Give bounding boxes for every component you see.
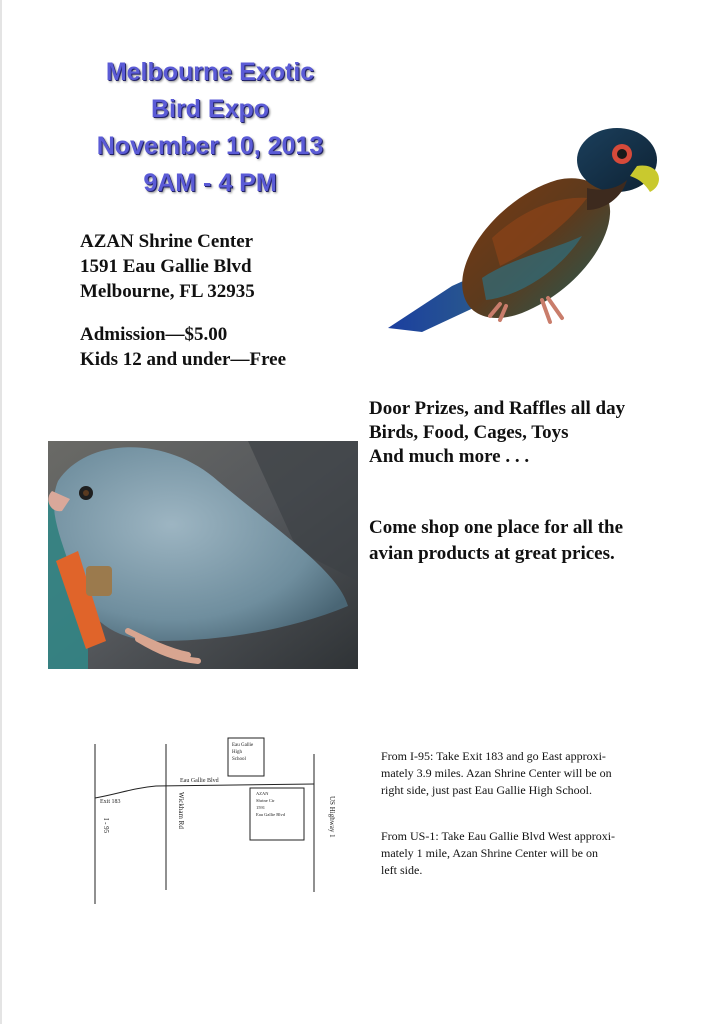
admission-info (80, 322, 286, 372)
page-left-edge (0, 0, 2, 1024)
eau-gallie-label: Eau Gallie Blvd (180, 778, 219, 784)
admission-price: Admission—$5.00 (80, 324, 228, 345)
dir-i95-line-2: mately 3.9 miles. Azan Shrine Center will be on (381, 766, 612, 780)
dir-us1-line-1: From US-1: Take Eau Gallie Blvd West approxi- (381, 829, 616, 843)
location-map (88, 732, 348, 910)
eau-gallie-road (95, 784, 314, 798)
school-label-2: High (232, 750, 242, 755)
title-line-2: Bird Expo (150, 95, 270, 123)
admission-kids: Kids 12 and under—Free (80, 349, 287, 370)
parrotlet-photo (48, 441, 358, 669)
features-line-1: Door Prizes, and Raffles all day (369, 398, 626, 419)
dir-i95-line-1: From I-95: Take Exit 183 and go East approxi- (381, 749, 606, 763)
wickham-label: Wickham Rd (177, 792, 185, 829)
school-label-1: Eau Gallie (232, 743, 254, 748)
venue-name: AZAN Shrine Center (80, 231, 254, 252)
shrine-label-4: Eau Gallie Blvd (256, 812, 285, 817)
title-line-4: 9AM - 4 PM (143, 169, 277, 197)
exit-label: Exit 183 (100, 799, 121, 805)
venue-street: 1591 Eau Gallie Blvd (80, 256, 252, 277)
shop-line-2: avian products at great prices. (369, 543, 615, 564)
event-features (369, 397, 625, 469)
directions-from-us1 (381, 828, 661, 879)
venue-address (80, 229, 255, 304)
shop-message (369, 515, 623, 567)
i95-label: I - 95 (102, 818, 110, 834)
dir-i95-line-3: right side, just past Eau Gallie High School. (381, 783, 592, 797)
event-title (40, 54, 380, 202)
features-line-2: Birds, Food, Cages, Toys (369, 422, 569, 443)
dir-us1-line-3: left side. (381, 863, 423, 877)
dir-us1-line-2: mately 1 mile, Azan Shrine Center will be on (381, 846, 598, 860)
us1-label: US Highway 1 (328, 796, 336, 838)
features-line-3: And much more . . . (369, 446, 530, 467)
shrine-label-3: 1591 (256, 805, 265, 810)
shrine-label-2: Shrine Ctr (256, 798, 275, 803)
school-label-3: School (232, 757, 246, 762)
title-line-1: Melbourne Exotic (105, 58, 315, 86)
directions-from-i95 (381, 748, 661, 799)
shrine-label-1: AZAN (256, 791, 269, 796)
title-line-3: November 10, 2013 (96, 132, 324, 160)
parrot-illustration (382, 118, 662, 344)
venue-city: Melbourne, FL 32935 (80, 281, 255, 302)
shop-line-1: Come shop one place for all the (369, 517, 624, 538)
